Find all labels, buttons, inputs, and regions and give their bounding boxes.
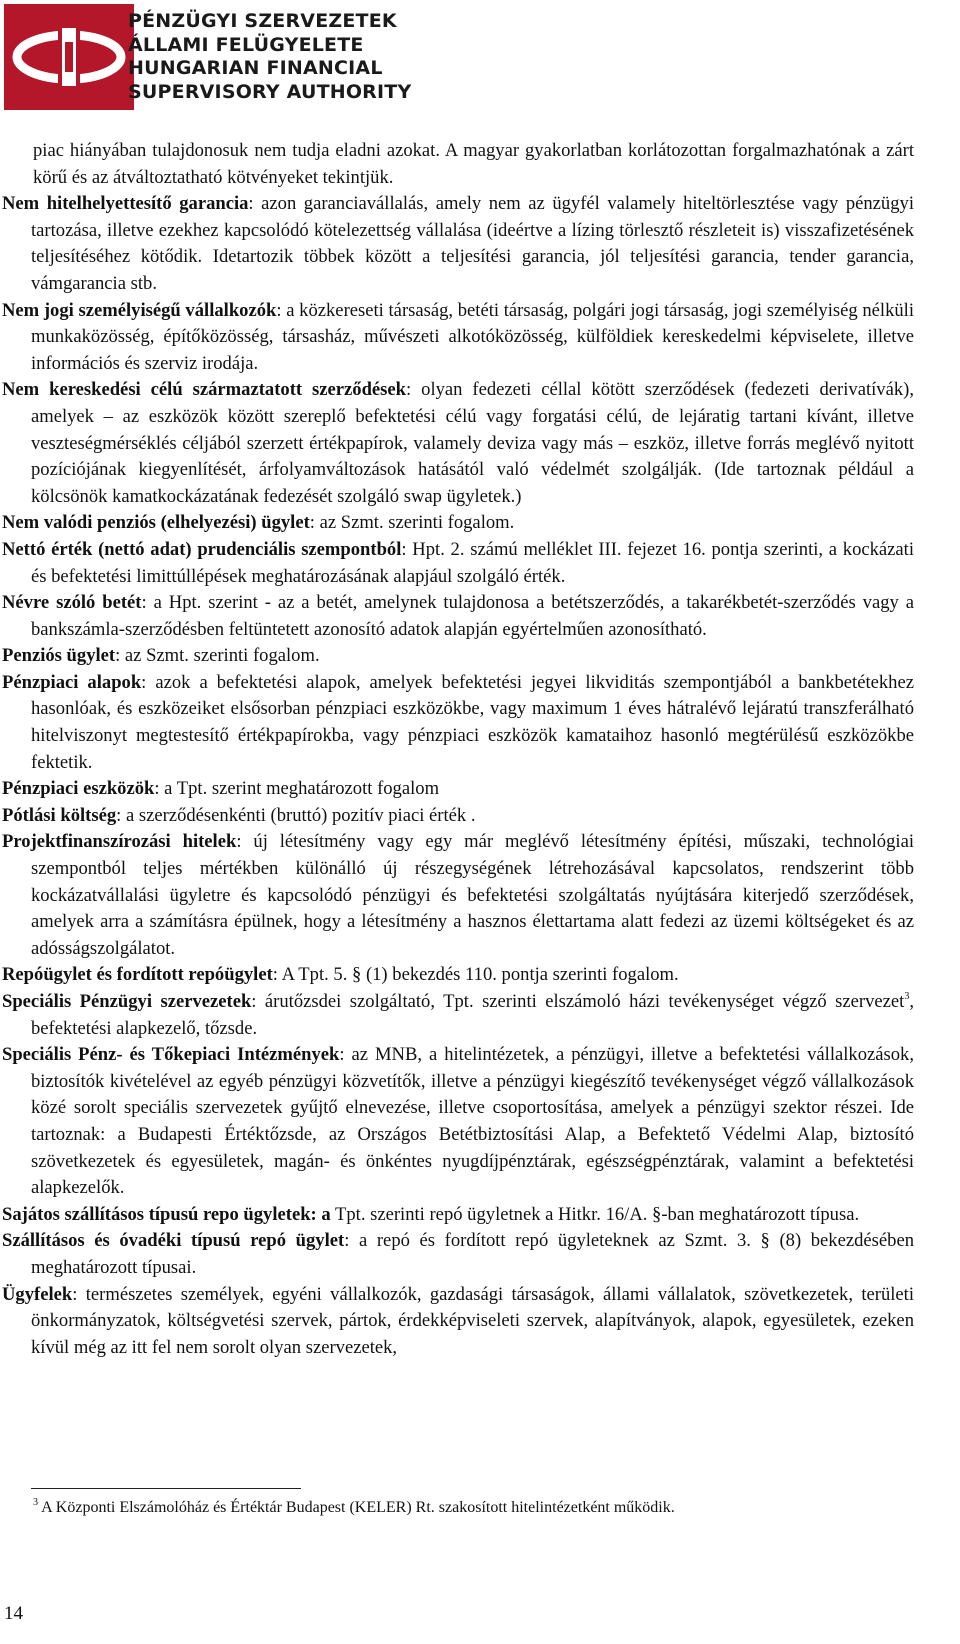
footnote-divider [31, 1488, 301, 1489]
entry-separator: : [72, 1283, 78, 1305]
entry-separator: : [141, 592, 147, 614]
entry-term: Pénzpiaci eszközök [2, 778, 155, 800]
entry-term: Nem kereskedési célú származtatott szerződések [2, 379, 407, 401]
entry-separator: : [236, 831, 242, 853]
glossary-entry [2, 377, 914, 510]
entry-text: a repó és fordított repó ügyleteknek az Szmt. 3. § (8) bekezdésében meghatározott típusai. [31, 1230, 914, 1278]
entry-text: Tpt. szerinti repó ügyletnek a Hitkr. 16/A. §-ban meghatározott típusa. [330, 1203, 860, 1225]
entry-term: Ügyfelek [2, 1283, 73, 1305]
glossary-entry [2, 298, 914, 378]
entry-term: Speciális Pénz- és Tőkepiaci Intézmények [2, 1044, 340, 1066]
glossary-entry [2, 590, 914, 643]
entry-term: Nem hitelhelyettesítő garancia [2, 193, 249, 215]
entry-separator: : [406, 379, 412, 401]
glossary-body [2, 138, 914, 1361]
glossary-entry [2, 191, 914, 297]
glossary-entry [2, 1282, 914, 1362]
entry-separator: : [248, 193, 254, 215]
entry-text: a Hpt. szerint - az a betét, amelynek tulajdonosa a betétszerződés, a takarékbetét-szerződés vagy a bankszámla-szerződésben feltüntetett azonosító adatok alapján egyértelműen azonosítható. [31, 592, 914, 640]
entry-term: Névre szóló betét [2, 592, 142, 614]
entry-text: a Tpt. szerint meghatározott fogalom [159, 778, 440, 800]
entry-term: Nem jogi személyiségű vállalkozók [2, 299, 277, 321]
entry-text: az Szmt. szerinti fogalom. [314, 512, 515, 534]
entry-separator: : [401, 538, 407, 560]
entry-separator: : [154, 778, 160, 800]
entry-text: a szerződésenkénti (bruttó) pozitív piaci érték . [121, 804, 476, 826]
entry-text: , befektetési alapkezelő, tőzsde. [31, 991, 914, 1039]
org-name-line: HUNGARIAN FINANCIAL [128, 57, 383, 79]
org-name-line: PÉNZÜGYI SZERVEZETEK [128, 10, 397, 32]
entry-text: azon garanciavállalás, amely nem az ügyfél valamely hiteltörlesztése vagy pénzügyi tartozása, illetve ezekhez kapcsolódó kötelezettség vállalása (ideértve a lízing törlesztő részleteit is) visszafizetésének teljesítéséhez kötődik. Idetartozik többek között a teljesítési garancia, jól teljesítési garancia, tender garancia, vámgarancia stb. [31, 193, 914, 294]
glossary-entry [2, 1042, 914, 1202]
glossary-entry [2, 803, 914, 830]
glossary-entry [2, 962, 914, 989]
org-name-line: ÁLLAMI FELÜGYELETE [128, 33, 364, 56]
glossary-entry [2, 510, 914, 537]
entry-separator: : [339, 1044, 345, 1066]
entry-separator: : [309, 512, 315, 534]
entry-term: Nettó érték (nettó adat) prudenciális szempontból [2, 538, 402, 560]
footnote-reference[interactable]: 3 [904, 990, 910, 1002]
entry-term: Pótlási költség [2, 804, 117, 826]
glossary-entry [2, 989, 914, 1042]
glossary-entry [2, 1228, 914, 1281]
entry-term: Sajátos szállításos típusú repo ügyletek: a [2, 1203, 331, 1225]
entry-separator: : [115, 645, 121, 667]
glossary-entry [2, 537, 914, 590]
entry-term: Projektfinanszírozási hitelek [2, 831, 237, 853]
glossary-entry [2, 670, 914, 776]
entry-text: a közkereseti társaság, betéti társaság, polgári jogi társaság, jogi személyiség nélküli munkaközösség, építőközösség, társasház, művészeti alkotóközösség, külföldiek kereskedelmi képviselete, illetve információs és szerviz irodája. [31, 299, 914, 374]
entry-text: piac hiányában tulajdonosuk nem tudja eladni azokat. A magyar gyakorlatban korlátozottan forgalmazhatónak a zárt körű és az átváltoztatható kötvényeket tekintjük. [33, 140, 914, 188]
footnote-text: A Központi Elszámolóház és Értéktár Budapest (KELER) Rt. szakosított hitelintézetként működik. [38, 1499, 675, 1516]
glossary-entry [2, 776, 914, 803]
footnote [33, 1498, 913, 1518]
organization-name [128, 10, 448, 104]
entry-term: Penziós ügylet [2, 645, 116, 667]
entry-separator: : [344, 1230, 350, 1252]
entry-term: Speciális Pénzügyi szervezetek [2, 991, 252, 1012]
entry-term: Szállításos és óvadéki típusú repó ügylet [2, 1230, 345, 1252]
entry-separator: : [251, 991, 257, 1012]
entry-text: az MNB, a hitelintézetek, a pénzügyi, illetve a befektetési vállalkozások, biztosítók kivételével az egyéb pénzügyi közvetítők, illetve a pénzügyi kiegészítő tevékenységet végző vállalkozások közé sorolt speciális szervezetek gyűjtő elnevezése, illetve csoportosítása, amelyek a pénzügyi szektor részei. Ide tartoznak: a Budapesti Értéktőzsde, az Országos Betétbiztosítási Alap, a Befektető Védelmi Alap, biztosító szövetkezetek és egyesületek, magán- és önkéntes nyugdíjpénztárak, egészségpénztárak, valamint a befektetési alapkezelők. [31, 1044, 914, 1199]
entry-separator: : [272, 964, 278, 986]
entry-separator: : [141, 671, 147, 693]
entry-text: azok a befektetési alapok, amelyek befektetési jegyei likviditás szempontjából a bankbetétekhez hasonlóak, és eszközeiket elsősorban pénzpiaci eszközökbe, vagy maximum 1 éves hátralévő lejáratú transzferálható hitelviszonyt megtestesítő értékpapírokba, vagy pénzpiaci eszközök kamataihoz hasonló megtérülésű eszközökbe fektetik. [31, 671, 914, 773]
entry-text: új létesítmény vagy egy már meglévő létesítmény építési, műszaki, technológiai szempontból teljes mértékben különálló új részegységének létrehozásával kapcsolatos, rendszerint több kockázatvállalási ügyletre és kapcsolódó pénzügyi és befektetési szolgáltatás nyújtására kiterjedő szerződések, amelyek arra a számításra épülnek, hogy a létesítmény a hasznos élettartama alatt fedezi az üzemi költségeket és az adósságszolgálatot. [31, 831, 914, 959]
glossary-entry [2, 1202, 914, 1229]
entry-text: természetes személyek, egyéni vállalkozók, gazdasági társaságok, állami vállalatok, szövetkezetek, területi önkormányzatok, költségvetési szervek, pártok, érdekképviseleti szervek, alapítványok, alapok, egyesületek, ezeken kívül még az itt fel nem sorolt olyan szervezetek, [31, 1283, 914, 1358]
entry-term: Repóügylet és fordított repóügylet [2, 964, 273, 986]
entry-text: olyan fedezeti céllal kötött szerződések (fedezeti derivatívák), amelyek – az eszközök között szereplő befektetési célú vagy forgatási célú, de lejáratig tartani kívánt, illetve veszteségmérséklés céljából szerzett értékpapírok, valamely deviza vagy más – eszköz, illetve forrás meglévő nyitott pozíciójának kiegyenlítését, árfolyamváltozások hatásától való védelmét szolgálják. (Ide tartoznak például a kölcsönök kamatkockázatának fedezését szolgáló swap ügyletek.) [31, 379, 914, 507]
glossary-entry [2, 829, 914, 962]
entry-text: az Szmt. szerinti fogalom. [120, 645, 320, 667]
pszaf-logo-icon [4, 4, 134, 110]
entry-separator: : [116, 804, 122, 826]
entry-term: Nem valódi penziós (elhelyezési) ügylet [2, 512, 310, 534]
org-name-line: SUPERVISORY AUTHORITY [128, 80, 412, 103]
page-number: 14 [4, 1603, 23, 1624]
glossary-entry [2, 138, 914, 191]
entry-term: Pénzpiaci alapok [2, 671, 142, 693]
entry-text: Hpt. 2. számú melléklet III. fejezet 16. pontja szerinti, a kockázati és befektetési limittúllépések meghatározásának alapjául szolgáló érték. [31, 538, 915, 587]
entry-text: A Tpt. 5. § (1) bekezdés 110. pontja szerinti fogalom. [277, 964, 679, 986]
glossary-entry [2, 643, 914, 670]
entry-text: árutőzsdei szolgáltató, Tpt. szerinti elszámoló házi tevékenységet végző szervezet [256, 991, 905, 1012]
footnote-marker: 3 [33, 1496, 38, 1508]
entry-separator: : [276, 299, 282, 321]
